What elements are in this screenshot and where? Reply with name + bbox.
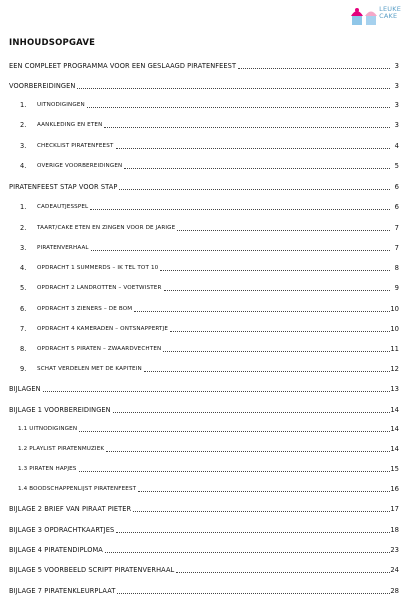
toc-entry-number: 4. <box>20 264 27 272</box>
logo-text: LEUKE CAKE <box>379 5 401 20</box>
dot-leader <box>104 127 390 128</box>
toc-entry-label: CHECKLIST PIRATENFEEST <box>37 143 114 149</box>
toc-entry[interactable] <box>0 283 407 293</box>
toc-entry[interactable] <box>0 263 407 273</box>
toc-entry-page: 13 <box>390 385 399 393</box>
toc-entry-page: 14 <box>390 406 399 414</box>
toc-entry[interactable] <box>0 545 407 555</box>
toc-entry-page: 3 <box>394 62 399 70</box>
dot-leader <box>79 431 390 432</box>
toc-entry[interactable] <box>0 243 407 253</box>
toc-entry[interactable] <box>0 304 407 314</box>
toc-entry-page: 28 <box>390 587 399 595</box>
dot-leader <box>77 88 390 89</box>
cupcake-icon <box>363 6 379 26</box>
toc-entry-page: 16 <box>390 485 399 493</box>
toc-entry[interactable] <box>0 141 407 151</box>
toc-entry-label: 1.2 PLAYLIST PIRATENMUZIEK <box>18 446 105 452</box>
toc-entry[interactable] <box>0 565 407 575</box>
toc-entry[interactable] <box>0 161 407 171</box>
dot-leader <box>134 311 390 312</box>
toc-entry-label: BIJLAGE 5 VOORBEELD SCRIPT PIRATENVERHAAL <box>9 566 175 574</box>
toc-entry-label: BIJLAGE 2 BRIEF VAN PIRAAT PIETER <box>9 505 132 513</box>
toc-entry[interactable] <box>0 61 407 71</box>
toc-entry-page: 8 <box>394 264 399 272</box>
page-title: INHOUDSOPGAVE <box>9 38 96 48</box>
dot-leader <box>116 532 390 533</box>
dot-leader <box>43 391 390 392</box>
toc-entry[interactable] <box>0 324 407 334</box>
toc-entry[interactable] <box>0 81 407 91</box>
toc-entry[interactable] <box>0 384 407 394</box>
toc-entry[interactable] <box>0 405 407 415</box>
toc-entry-page: 6 <box>394 203 399 211</box>
toc-entry-number: 1. <box>20 101 27 109</box>
toc-entry-number: 3. <box>20 244 27 252</box>
dot-leader <box>79 471 390 472</box>
toc-entry[interactable] <box>0 100 407 110</box>
toc-entry-page: 9 <box>394 284 399 292</box>
toc-entry-label: UITNODIGINGEN <box>37 102 85 108</box>
toc-entry[interactable] <box>0 504 407 514</box>
dot-leader <box>124 168 390 169</box>
toc-entry[interactable] <box>0 484 407 494</box>
dot-leader <box>138 491 390 492</box>
toc-entry-page: 14 <box>390 445 399 453</box>
dot-leader <box>144 371 390 372</box>
toc-entry-label: SCHAT VERDELEN MET DE KAPITEIN <box>37 366 142 372</box>
dot-leader <box>176 572 390 573</box>
dot-leader <box>164 290 390 291</box>
toc-entry-page: 6 <box>394 183 399 191</box>
dot-leader <box>119 189 390 190</box>
toc-entry-label: BIJLAGE 1 VOORBEREIDINGEN <box>9 406 111 414</box>
toc-entry-label: VOORBEREIDINGEN <box>9 82 76 90</box>
toc-entry-label: OPDRACHT 1 SUMMERDS – IK TEL TOT 10 <box>37 265 159 271</box>
brand-logo <box>349 2 401 26</box>
dot-leader <box>113 412 390 413</box>
toc-entry[interactable] <box>0 444 407 454</box>
dot-leader <box>163 351 390 352</box>
toc-entry-label: 1.4 BOODSCHAPPENLIJST PIRATENFEEST <box>18 486 137 492</box>
toc-entry-number: 3. <box>20 142 27 150</box>
toc-entry-page: 3 <box>394 101 399 109</box>
toc-entry-page: 4 <box>394 142 399 150</box>
toc-entry-label: AANKLEDING EN ETEN <box>37 122 103 128</box>
dot-leader <box>90 209 390 210</box>
toc-entry-label: CADEAUTJESSPEL <box>37 204 89 210</box>
toc-entry-label: BIJLAGE 3 OPDRACHTKAARTJES <box>9 526 115 534</box>
toc-entry-label: BIJLAGE 4 PIRATENDIPLOMA <box>9 546 103 554</box>
dot-leader <box>116 148 390 149</box>
dot-leader <box>106 451 390 452</box>
toc-entry-page: 7 <box>394 244 399 252</box>
dot-leader <box>160 270 390 271</box>
toc-entry-label: 1.1 UITNODIGINGEN <box>18 426 78 432</box>
toc-entry-number: 7. <box>20 325 27 333</box>
toc-entry[interactable] <box>0 223 407 233</box>
toc-entry-label: OPDRACHT 2 LANDROTTEN – VOETWISTER <box>37 285 162 291</box>
toc-entry-number: 1. <box>20 203 27 211</box>
dot-leader <box>238 68 390 69</box>
dot-leader <box>177 230 390 231</box>
toc-entry-page: 15 <box>390 465 399 473</box>
toc-entry-page: 7 <box>394 224 399 232</box>
toc-entry-number: 9. <box>20 365 27 373</box>
toc-entry-number: 2. <box>20 224 27 232</box>
toc-entry-label: PIRATENFEEST STAP VOOR STAP <box>9 183 118 191</box>
toc-entry-page: 24 <box>390 566 399 574</box>
dot-leader <box>170 331 390 332</box>
toc-entry-label: BIJLAGEN <box>9 385 41 393</box>
toc-entry-label: PIRATENVERHAAL <box>37 245 89 251</box>
dot-leader <box>91 250 390 251</box>
toc-entry-label: 1.3 PIRATEN HAPJES <box>18 466 77 472</box>
toc-entry[interactable] <box>0 344 407 354</box>
dot-leader <box>87 107 390 108</box>
toc-entry-page: 14 <box>390 425 399 433</box>
toc-entry[interactable] <box>0 464 407 474</box>
toc-entry[interactable] <box>0 202 407 212</box>
dot-leader <box>117 593 390 594</box>
toc-entry-page: 23 <box>390 546 399 554</box>
toc-entry-number: 5. <box>20 284 27 292</box>
toc-entry[interactable] <box>0 586 407 596</box>
toc-entry-page: 10 <box>390 305 399 313</box>
toc-entry[interactable] <box>0 182 407 192</box>
dot-leader <box>105 552 390 553</box>
toc-entry-number: 6. <box>20 305 27 313</box>
toc-entry-number: 4. <box>20 162 27 170</box>
toc-entry-label: OVERIGE VOORBEREIDINGEN <box>37 163 123 169</box>
toc-entry[interactable] <box>0 525 407 535</box>
toc-entry-number: 2. <box>20 121 27 129</box>
toc-entry-page: 12 <box>390 365 399 373</box>
toc-entry[interactable] <box>0 424 407 434</box>
toc-entry-label: BIJLAGE 7 PIRATENKLEURPLAAT <box>9 587 116 595</box>
toc-entry-number: 8. <box>20 345 27 353</box>
toc-entry-label: TAART/CAKE ETEN EN ZINGEN VOOR DE JARIGE <box>37 225 176 231</box>
toc-entry[interactable] <box>0 120 407 130</box>
toc-entry-page: 18 <box>390 526 399 534</box>
toc-entry-page: 3 <box>394 121 399 129</box>
toc-entry-page: 5 <box>394 162 399 170</box>
toc-entry-page: 11 <box>390 345 399 353</box>
toc-entry-label: OPDRACHT 3 ZIENERS – DE BOM <box>37 306 133 312</box>
toc-entry[interactable] <box>0 364 407 374</box>
dot-leader <box>133 511 390 512</box>
toc-entry-page: 3 <box>394 82 399 90</box>
toc-entry-page: 10 <box>390 325 399 333</box>
toc-entry-label: EEN COMPLEET PROGRAMMA VOOR EEN GESLAAGD PIRATENFEEST <box>9 62 237 70</box>
toc-entry-label: OPDRACHT 4 KAMERADEN – ONTSNAPPERTJE <box>37 326 169 332</box>
toc-entry-label: OPDRACHT 5 PIRATEN – ZWAARDVECHTEN <box>37 346 162 352</box>
toc-entry-page: 17 <box>390 505 399 513</box>
